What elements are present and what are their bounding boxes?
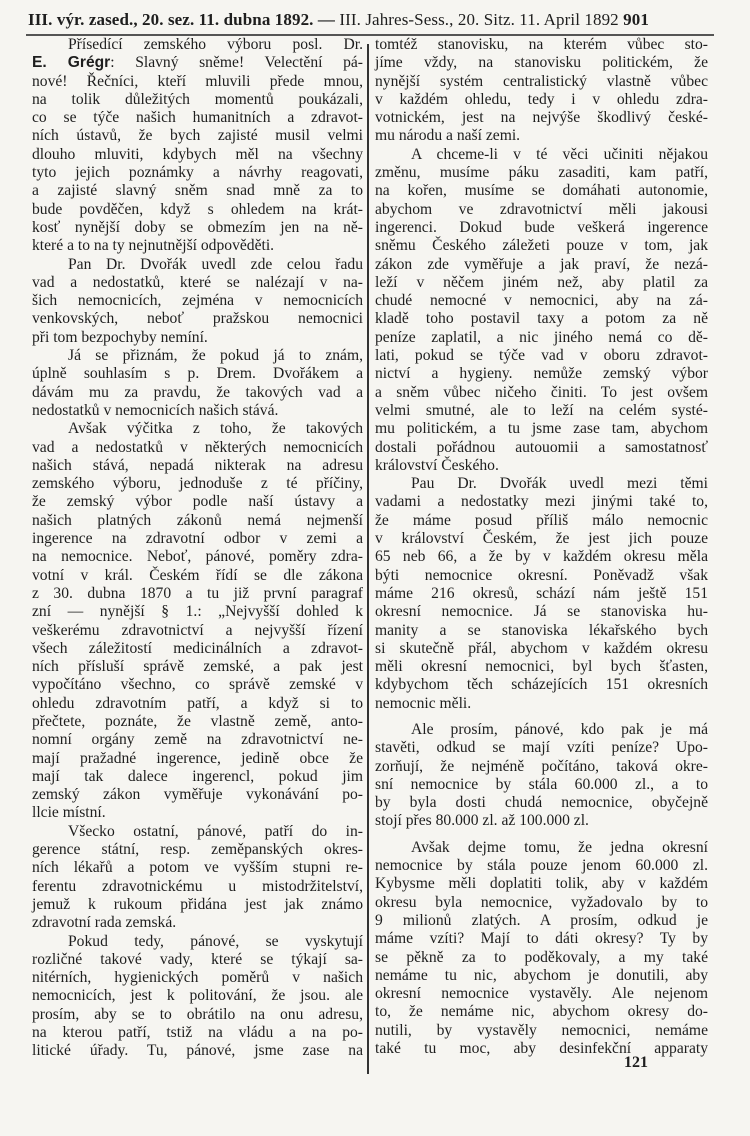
text-line: v království Českém, že jest jich pouze <box>375 530 708 548</box>
text-line: nedostatků v nemocnicích našich stává. <box>32 401 279 419</box>
text-line: dostali pořádnou autouomii a samostatnosť <box>375 438 708 456</box>
text-line: okresu byla nemocnice, vyžadovalo by to <box>375 893 708 911</box>
text-line: 65 neb 66, a že by v každém okresu měla <box>375 548 708 566</box>
text-line: tyto jejich poznámky a návrhy reagovati, <box>32 164 363 182</box>
text-line: kladě toho postavil taxy a potom za ně <box>375 310 708 328</box>
text-line: přečtete, poznáte, že vlastně země, anto- <box>32 712 363 730</box>
text-line: abychom ve zdravotnictví měli jakousi <box>375 200 708 218</box>
text-line: leží v něčem jiném než, aby platil za <box>375 273 708 291</box>
text-line: na tolik důležitých momentů poukázali, <box>32 90 363 108</box>
text-line: jemuž k rukoum přidána jest jak známo <box>32 895 363 913</box>
text-line: A chceme-li v té věci učiniti nějakou <box>411 145 708 163</box>
text-line: Přísedící zemského výboru posl. Dr. <box>68 36 363 53</box>
left-column <box>32 36 363 1061</box>
text-line: ních ústavů, že bych zajisté musil velmi <box>32 127 363 145</box>
header-page-number: 901 <box>623 10 649 29</box>
text-line: Ale prosím, pánové, kdo pak je má <box>411 720 708 738</box>
text-line: ferentu zdravotnickému u mistodržitelství, <box>32 877 363 895</box>
text-line: zdravotní rada zemská. <box>32 914 177 932</box>
text-line: nové! Řečníci, kteří mluvili přede mnou, <box>32 72 363 90</box>
header-german: III. Jahres-Sess., 20. Sitz. 11. April 1892 <box>339 10 619 29</box>
text-line: gerence státní, resp. zeměpanských okres- <box>32 841 363 859</box>
text-line: na kořen, musíme se domáhati autonomie, <box>375 182 708 200</box>
text-line: máme vzíti? Mají to dáti okresy? Ty by <box>375 930 708 948</box>
text-line: votnickém, jest na nejvýše škodlivý české- <box>375 109 708 127</box>
text-line: Pokud tedy, pánové, se vyskytují <box>68 932 363 950</box>
text-line: Já se přiznám, že pokud já to znám, <box>68 347 363 365</box>
text-line: nictví a hygieny. nemůže zemský výbor <box>375 365 708 383</box>
text-line: vadami a nedostatky mezi jinými také to, <box>375 493 708 511</box>
paragraph <box>375 36 708 146</box>
text-line: Avšak výčitka z toho, že takových <box>68 420 363 438</box>
column-divider <box>367 44 369 1074</box>
paragraph <box>375 839 708 1059</box>
text-line: Kybysme měli doplatiti tolik, aby v každém <box>375 875 708 893</box>
text-line: venkovských, neboť pražskou nemocnici <box>32 310 363 328</box>
text-line: tomtéž stanovisku, na kterém vůbec sto- <box>375 36 708 53</box>
text-line: na nemocnice. Neboť, pánové, poměry zdra- <box>32 548 363 566</box>
text-line: to, že nemáme nic, abychom okresy do- <box>375 1003 708 1021</box>
text-line: také tu moc, aby desinfekční apparaty <box>375 1040 708 1058</box>
text-line: zákon zde vyměřuje a jak praví, že nezá- <box>375 255 708 273</box>
paragraph <box>375 475 708 713</box>
text-line: nemocnice by stála pouze jenom 60.000 zl. <box>375 857 708 875</box>
text-line: jíme vždy, na stanovisku politickém, že <box>375 54 708 72</box>
text-line: okresní nemocnice. Já se stanoviska hu- <box>375 603 708 621</box>
text-line: lati, pokud se týče vad v oboru zdravot- <box>375 347 708 365</box>
paragraph <box>32 933 363 1061</box>
text-line: šich nemocnicích, zejména v nemocnicích <box>32 292 363 310</box>
text-line: zemského výboru, jednoduše z té příčiny, <box>32 475 363 493</box>
text-line: chudé nemocné v nemocnici, aby na zá- <box>375 292 708 310</box>
text-line: ohledu zdravotním patří, a když si to <box>32 694 363 712</box>
text-line: které a to na ty nejnutnější odpověděti. <box>32 237 275 255</box>
text-line: peníze zaplatil, a nic jiného nemá co dě- <box>375 328 708 346</box>
text-line: v každém ohledu, tedy i v ohledu zdra- <box>375 90 708 108</box>
text-line: nomní orgány země na zdravotnictví ne- <box>32 731 363 749</box>
text-line: měli okresní nemocnici, byl bych šťasten, <box>375 658 708 676</box>
text-line: změnu, musíme páku zasaditi, kam patří, <box>375 164 708 182</box>
text-line: by byla dosti chudá nemocnice, obyčejně <box>375 794 708 812</box>
text-line: Všecko ostatní, pánové, patří do in- <box>68 822 363 840</box>
paragraph <box>32 420 363 823</box>
text-line: ních lékařů a potom ve vyšším stupni re- <box>32 859 363 877</box>
text-line: 9 milionů zlatých. A prosím, odkud je <box>375 911 708 929</box>
text-line: vypočítáno všechno, co správě zemské v <box>32 676 363 694</box>
paragraph <box>375 721 708 831</box>
text-line: ingerence na zdravotní odbor v zemi a <box>32 530 363 548</box>
text-line: co se týče našich humanitních a zdravot- <box>32 109 363 127</box>
paragraph <box>375 146 708 475</box>
text-line: zorňují, že nejméně počítáno, taková okre- <box>375 757 708 775</box>
text-line: ních přísluší správě zemské, a pak jest <box>32 658 363 676</box>
text-line: mu politickém, a tu jsme zase tam, abychom <box>375 420 708 438</box>
text-line: llcie místní. <box>32 804 106 822</box>
text-line: při tom bezpochyby nemíní. <box>32 328 208 346</box>
speaker-name: E. Grégr <box>32 54 111 72</box>
text-line: veškerému zdravotnictví a nejvyšší řízení <box>32 621 363 639</box>
text-line: bude povděčen, když s ohledem na krát- <box>32 200 363 218</box>
text-line: mají tak dalece ingerencl, pokud jim <box>32 767 363 785</box>
text-line: z 30. dubna 1870 a tu již první paragraf <box>32 584 363 602</box>
right-column <box>375 36 708 1058</box>
paragraph <box>32 347 363 420</box>
text-line: a zajisté slavný sněm snad mně za to <box>32 182 363 200</box>
text-line: kosť nynější doby se obmezím jen na ně- <box>32 218 363 236</box>
text-line: nutili, by vystavěly nemocnici, nemáme <box>375 1021 708 1039</box>
text-line: Pan Dr. Dvořák uvedl zde celou řadu <box>68 255 363 273</box>
text-line: votní v král. Českém řídí se dle zákona <box>32 566 363 584</box>
text-line: manity a se stanoviska lékařského bych <box>375 621 708 639</box>
signature-mark: 121 <box>624 1054 648 1071</box>
text-line: kdybychom těch scházejících 151 okresních <box>375 676 708 694</box>
text-line: E. Grégr: Slavný sněme! Velectění pá- <box>32 54 364 72</box>
text-line: rozličné takové vady, které se týkají sa- <box>32 950 363 968</box>
text-line: se pěkně za to poděkovaly, a my také <box>375 948 708 966</box>
text-line: Pau Dr. Dvořák uvedl mezi těmi <box>411 475 708 493</box>
paragraph <box>32 36 363 256</box>
text-line: prosím, aby se to obrátilo na onu adresu, <box>32 1005 363 1023</box>
text-line: že máme posud příliš málo nemocnic <box>375 511 708 529</box>
text-line: nemocnicích, jest k politování, že jsou. ale <box>32 987 363 1005</box>
text-line: na kterou patří, tstiž na vládu a na po- <box>32 1024 363 1042</box>
text-line: zní — nynější § 1.: „Nejvyšší dohled k <box>32 603 363 621</box>
text-line: nynější systém centralistický vlastně vůbec <box>375 72 708 90</box>
running-header <box>28 10 712 30</box>
text-line: mají pražadné ingerence, jedině obce že <box>32 749 363 767</box>
text-line: vad a nedostatků, které se nalézají v na- <box>32 273 363 291</box>
text-line: ingerenci. Dokud bude veškerá ingerence <box>375 218 708 236</box>
text-line: stojí přes 80.000 zl. až 100.000 zl. <box>375 812 589 830</box>
text-line: litické úřady. Tu, pánové, jsme zase na <box>32 1042 363 1060</box>
paragraph <box>32 823 363 933</box>
text-line: zemský zákon vyměřuje vykonávání po- <box>32 786 363 804</box>
text-line: vad a nedostatků v některých nemocnicích <box>32 438 363 456</box>
text-line: nemáme tu nic, abychom je donutili, aby <box>375 966 708 984</box>
text-line: a sněm vůbec ničeho činiti. To jest ovšem <box>375 383 708 401</box>
text-line: si skutečně přál, abychom v každém okresu <box>375 639 708 657</box>
text-line: našich stává, nepadá nikterak na adresu <box>32 456 363 474</box>
header-czech: III. výr. zased., 20. sez. 11. dubna 1892. — <box>28 10 335 29</box>
text-line: dávám mu za pravdu, že takových vad a <box>32 383 363 401</box>
text-line: máme 216 okresů, schází nám ještě 151 <box>375 584 708 602</box>
text-line: nemocnic měli. <box>375 694 472 712</box>
text-line: Avšak dejme tomu, že jedna okresní <box>411 838 708 856</box>
text-line: našich platných zákonů nemá nejmenší <box>32 511 363 529</box>
text-line: býti nemocnice okresní. Poněvadž však <box>375 566 708 584</box>
text-line: velmi smutné, ale to leží na celém systé- <box>375 401 708 419</box>
paragraph <box>32 256 363 347</box>
text-line: království Českého. <box>375 456 499 474</box>
text-line: všech záležitostí medicinálních a zdravot- <box>32 639 363 657</box>
text-line: sněmu Českého záležeti pouze v tom, jak <box>375 237 708 255</box>
text-line: úplně souhlasím s p. Drem. Dvořákem a <box>32 365 363 383</box>
text-line: nitérních, hygienických poměrů v našich <box>32 969 363 987</box>
text-line: okresní nemocnice vystavěly. Ale nejenom <box>375 985 708 1003</box>
text-line: že zemský výbor podle naší ústavy a <box>32 493 363 511</box>
text-line: dlouho mluviti, kdybych měl na všechny <box>32 145 363 163</box>
text-line: sní nemocnice by stála 60.000 zl., a to <box>375 775 708 793</box>
text-line: mu národu a naší zemi. <box>375 127 521 145</box>
text-line: stavěti, odkud se mají vzíti peníze? Upo- <box>375 739 708 757</box>
